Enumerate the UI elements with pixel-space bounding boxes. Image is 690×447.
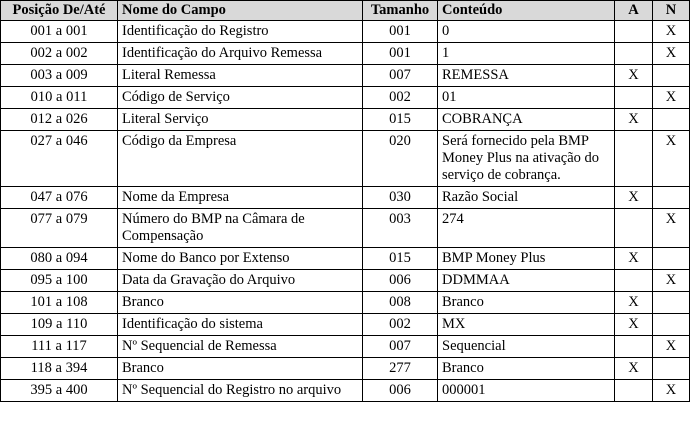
cell-tamanho: 020 — [363, 131, 438, 187]
cell-a — [615, 270, 653, 292]
cell-posicao: 027 a 046 — [1, 131, 118, 187]
header-tamanho: Tamanho — [363, 1, 438, 21]
cell-nome-campo: Identificação do sistema — [118, 314, 363, 336]
cell-posicao: 095 a 100 — [1, 270, 118, 292]
cell-posicao: 012 a 026 — [1, 109, 118, 131]
table-row — [1, 131, 690, 187]
cell-posicao: 395 a 400 — [1, 380, 118, 402]
cell-tamanho: 006 — [363, 380, 438, 402]
cell-conteudo: 1 — [438, 43, 615, 65]
cell-tamanho: 002 — [363, 87, 438, 109]
cell-tamanho: 007 — [363, 65, 438, 87]
cell-posicao: 047 a 076 — [1, 187, 118, 209]
table-body — [1, 21, 690, 402]
cell-posicao: 111 a 117 — [1, 336, 118, 358]
cell-nome-campo: Data da Gravação do Arquivo — [118, 270, 363, 292]
table-row — [1, 358, 690, 380]
cell-posicao: 077 a 079 — [1, 209, 118, 248]
cell-a — [615, 336, 653, 358]
cell-n: X — [653, 131, 690, 187]
cell-a — [615, 21, 653, 43]
cell-nome-campo: Branco — [118, 358, 363, 380]
cell-conteudo: 0 — [438, 21, 615, 43]
cell-conteudo: Branco — [438, 292, 615, 314]
table-row — [1, 21, 690, 43]
table-row — [1, 248, 690, 270]
cell-tamanho: 001 — [363, 43, 438, 65]
cell-a: X — [615, 292, 653, 314]
cell-a — [615, 380, 653, 402]
cell-nome-campo: Código da Empresa — [118, 131, 363, 187]
cell-nome-campo: Identificação do Registro — [118, 21, 363, 43]
cell-a — [615, 209, 653, 248]
table-row — [1, 380, 690, 402]
cell-n — [653, 187, 690, 209]
table-row — [1, 65, 690, 87]
cell-a: X — [615, 358, 653, 380]
cell-posicao: 010 a 011 — [1, 87, 118, 109]
cell-conteudo: 274 — [438, 209, 615, 248]
header-row — [1, 1, 690, 21]
cell-tamanho: 001 — [363, 21, 438, 43]
header-n: N — [653, 1, 690, 21]
cell-nome-campo: Branco — [118, 292, 363, 314]
cell-n: X — [653, 87, 690, 109]
header-a: A — [615, 1, 653, 21]
cell-n — [653, 109, 690, 131]
cell-a — [615, 131, 653, 187]
cell-conteudo: MX — [438, 314, 615, 336]
table-row — [1, 187, 690, 209]
cell-n — [653, 248, 690, 270]
header-conteudo: Conteúdo — [438, 1, 615, 21]
table-row — [1, 87, 690, 109]
cell-conteudo: 000001 — [438, 380, 615, 402]
cell-posicao: 080 a 094 — [1, 248, 118, 270]
cell-nome-campo: Nº Sequencial do Registro no arquivo — [118, 380, 363, 402]
cell-nome-campo: Nº Sequencial de Remessa — [118, 336, 363, 358]
cell-a: X — [615, 65, 653, 87]
cell-n — [653, 65, 690, 87]
cell-a: X — [615, 248, 653, 270]
cell-tamanho: 277 — [363, 358, 438, 380]
cell-tamanho: 015 — [363, 109, 438, 131]
cell-conteudo: Sequencial — [438, 336, 615, 358]
cell-posicao: 003 a 009 — [1, 65, 118, 87]
cell-conteudo: Razão Social — [438, 187, 615, 209]
cell-posicao: 101 a 108 — [1, 292, 118, 314]
cell-tamanho: 030 — [363, 187, 438, 209]
table-row — [1, 336, 690, 358]
cell-tamanho: 006 — [363, 270, 438, 292]
cell-a: X — [615, 314, 653, 336]
cell-nome-campo: Identificação do Arquivo Remessa — [118, 43, 363, 65]
cell-n: X — [653, 270, 690, 292]
table-row — [1, 314, 690, 336]
cell-nome-campo: Número do BMP na Câmara de Compensação — [118, 209, 363, 248]
header-posicao: Posição De/Até — [1, 1, 118, 21]
cell-conteudo: Será fornecido pela BMP Money Plus na ativação do serviço de cobrança. — [438, 131, 615, 187]
cell-nome-campo: Nome da Empresa — [118, 187, 363, 209]
cell-n: X — [653, 336, 690, 358]
cell-n: X — [653, 43, 690, 65]
cell-posicao: 002 a 002 — [1, 43, 118, 65]
cell-conteudo: 01 — [438, 87, 615, 109]
cell-tamanho: 015 — [363, 248, 438, 270]
cell-a — [615, 43, 653, 65]
cell-tamanho: 003 — [363, 209, 438, 248]
header-nome-campo: Nome do Campo — [118, 1, 363, 21]
cell-n — [653, 358, 690, 380]
cell-tamanho: 007 — [363, 336, 438, 358]
cell-a: X — [615, 109, 653, 131]
table-row — [1, 292, 690, 314]
cell-conteudo: DDMMAA — [438, 270, 615, 292]
cell-nome-campo: Literal Serviço — [118, 109, 363, 131]
cell-n: X — [653, 21, 690, 43]
cell-posicao: 109 a 110 — [1, 314, 118, 336]
cell-nome-campo: Literal Remessa — [118, 65, 363, 87]
cell-n — [653, 314, 690, 336]
table-row — [1, 109, 690, 131]
cell-nome-campo: Código de Serviço — [118, 87, 363, 109]
cell-posicao: 118 a 394 — [1, 358, 118, 380]
cell-conteudo: BMP Money Plus — [438, 248, 615, 270]
cell-n: X — [653, 380, 690, 402]
cell-n: X — [653, 209, 690, 248]
cell-n — [653, 292, 690, 314]
table-row — [1, 43, 690, 65]
cell-conteudo: Branco — [438, 358, 615, 380]
cell-a: X — [615, 187, 653, 209]
cell-conteudo: COBRANÇA — [438, 109, 615, 131]
cell-tamanho: 002 — [363, 314, 438, 336]
cell-posicao: 001 a 001 — [1, 21, 118, 43]
cell-nome-campo: Nome do Banco por Extenso — [118, 248, 363, 270]
cell-tamanho: 008 — [363, 292, 438, 314]
table-row — [1, 209, 690, 248]
cell-a — [615, 87, 653, 109]
table-row — [1, 270, 690, 292]
cell-conteudo: REMESSA — [438, 65, 615, 87]
